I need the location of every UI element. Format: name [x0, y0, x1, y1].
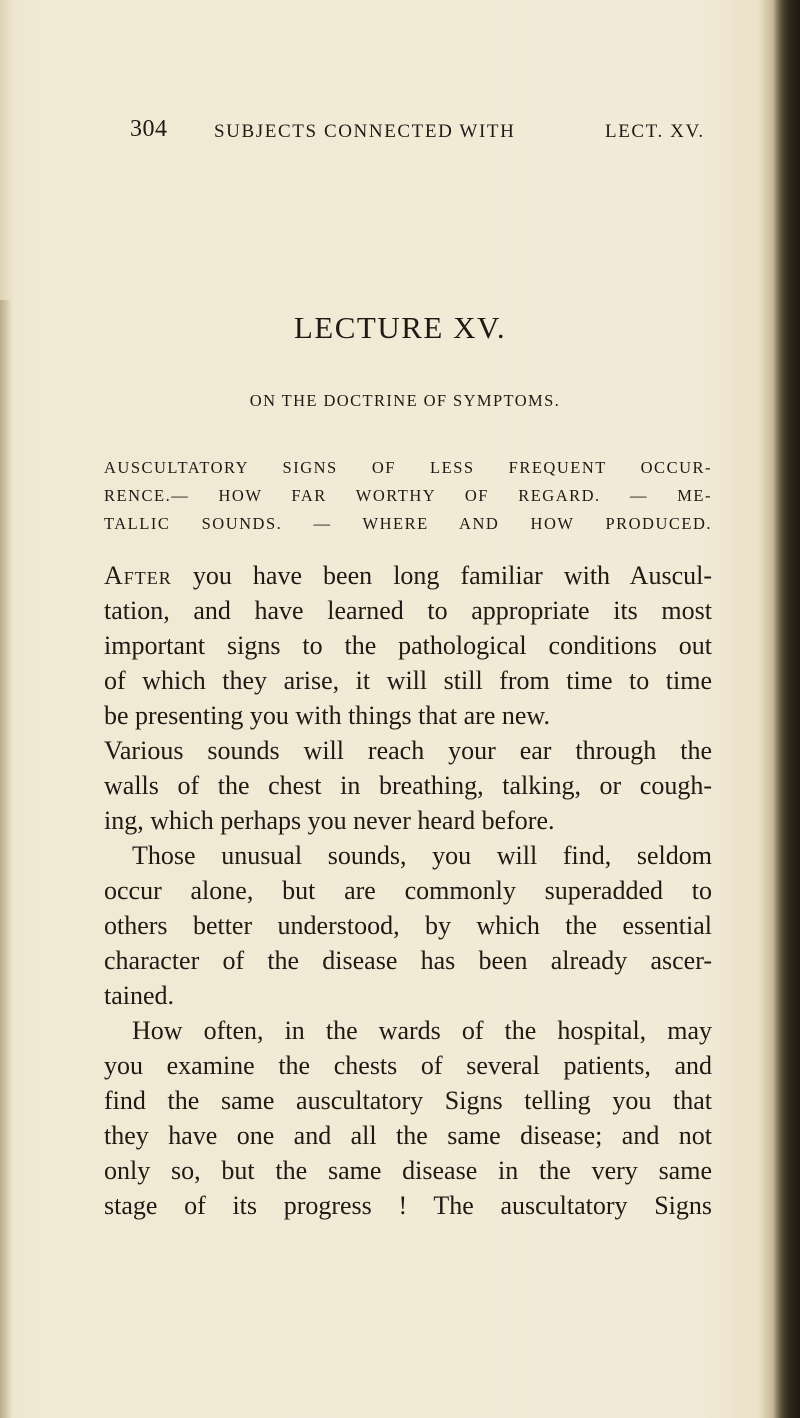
- synopsis-line: TALLIC SOUNDS. — WHERE AND HOW PRODUCED.: [104, 514, 712, 533]
- synopsis: [104, 454, 712, 538]
- body-line: Those unusual sounds, you will find, seldom: [132, 841, 712, 870]
- body-line: important signs to the pathological conditions out: [104, 631, 712, 660]
- page-gutter-shadow: [0, 300, 12, 1418]
- body-line: tation, and have learned to appropriate its most: [104, 596, 712, 625]
- body-line: ing, which perhaps you never heard before.: [104, 806, 555, 835]
- running-head-lecture: LECT. XV.: [605, 121, 705, 142]
- body-line: they have one and all the same disease; and not: [104, 1121, 712, 1150]
- running-head: [0, 116, 800, 156]
- body-line: character of the disease has been already ascer-: [104, 946, 712, 975]
- body-line: be presenting you with things that are new.: [104, 701, 550, 730]
- body-line-text: you have been long familiar with Auscul-: [171, 561, 712, 590]
- synopsis-line: AUSCULTATORY SIGNS OF LESS FREQUENT OCCUR-: [104, 458, 712, 477]
- opening-word: After: [104, 561, 172, 590]
- body-line: find the same auscultatory Signs telling you that: [104, 1086, 712, 1115]
- body-line: [104, 558, 712, 593]
- body-line: others better understood, by which the essential: [104, 911, 712, 940]
- body-line: you examine the chests of several patients, and: [104, 1051, 712, 1080]
- body-line: tained.: [104, 981, 175, 1010]
- lecture-title: LECTURE XV.: [293, 310, 507, 345]
- body-text: [104, 558, 712, 1223]
- body-line: How often, in the wards of the hospital, may: [132, 1016, 712, 1045]
- running-head-title: SUBJECTS CONNECTED WITH: [214, 121, 516, 142]
- lecture-subtitle: ON THE DOCTRINE OF SYMPTOMS.: [249, 391, 561, 410]
- body-line: occur alone, but are commonly superadded to: [104, 876, 712, 905]
- body-line: Various sounds will reach your ear through the: [104, 736, 712, 765]
- body-line: only so, but the same disease in the very same: [104, 1156, 712, 1185]
- body-line: stage of its progress ! The auscultatory Signs: [104, 1191, 712, 1220]
- body-line: walls of the chest in breathing, talking, or cough-: [104, 771, 712, 800]
- page-number: 304: [130, 116, 168, 142]
- synopsis-line: RENCE.— HOW FAR WORTHY OF REGARD. — ME-: [104, 486, 712, 505]
- body-line: of which they arise, it will still from time to time: [104, 666, 712, 695]
- page-edge-shadow: [774, 0, 800, 1418]
